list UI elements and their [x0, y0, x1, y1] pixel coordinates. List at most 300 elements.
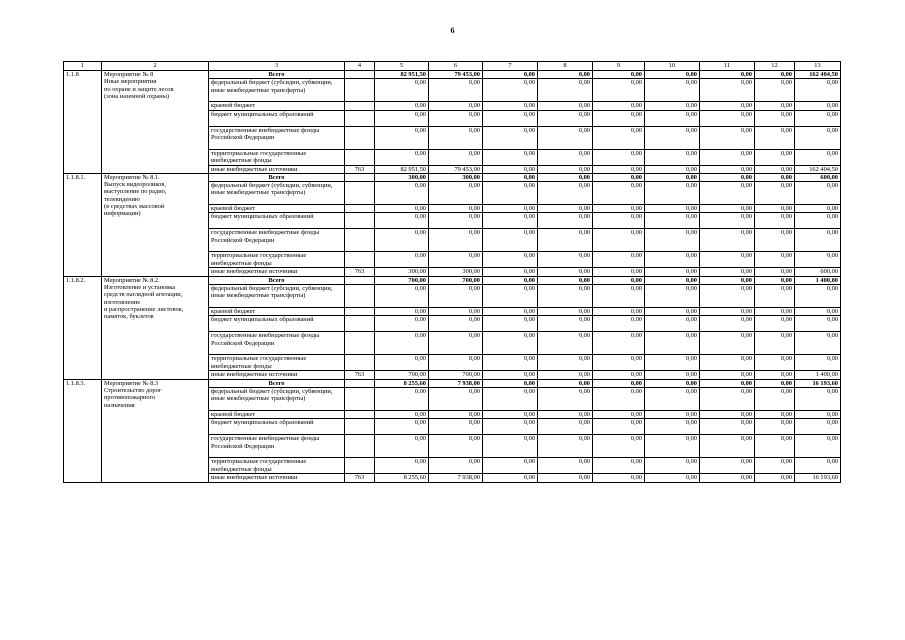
- amount-cell: 0,00: [593, 410, 645, 418]
- measure-description-line: памяток, буклетов: [104, 313, 154, 321]
- amount-cell: 0,00: [755, 165, 795, 173]
- amount-cell: 0,00: [483, 308, 538, 316]
- amount-cell: 0,00: [429, 149, 483, 165]
- amount-cell: 0,00: [700, 71, 755, 79]
- amount-cell: 0,00: [645, 173, 700, 181]
- amount-cell: 0,00: [593, 379, 645, 387]
- amount-cell: 0,00: [795, 102, 841, 110]
- amount-cell: 0,00: [429, 419, 483, 435]
- amount-cell: 0,00: [795, 458, 841, 474]
- amount-cell: 0,00: [483, 371, 538, 379]
- measure-description: [102, 71, 209, 174]
- amount-cell: 0,00: [593, 276, 645, 284]
- measure-description-line: противопожарного: [104, 394, 156, 402]
- amount-cell: 8 255,60: [375, 474, 429, 482]
- amount-cell: 0,00: [483, 379, 538, 387]
- amount-cell: 0,00: [755, 355, 795, 371]
- amount-cell: 0,00: [483, 110, 538, 126]
- column-header: 12: [755, 62, 795, 71]
- measure-code: 1.1.8.2.: [64, 276, 102, 379]
- admin-code: [345, 205, 375, 213]
- funding-source: краевой бюджет: [209, 102, 345, 110]
- amount-cell: 0,00: [429, 229, 483, 252]
- amount-cell: 0,00: [538, 229, 593, 252]
- amount-cell: 16 193,60: [795, 379, 841, 387]
- column-header: 6: [429, 62, 483, 71]
- admin-code: [345, 149, 375, 165]
- amount-cell: 0,00: [593, 205, 645, 213]
- amount-cell: 0,00: [755, 205, 795, 213]
- column-header: 8: [538, 62, 593, 71]
- amount-cell: 0,00: [483, 316, 538, 332]
- amount-cell: 0,00: [593, 110, 645, 126]
- amount-cell: 0,00: [483, 149, 538, 165]
- amount-cell: 0,00: [483, 332, 538, 355]
- admin-code: [345, 173, 375, 181]
- admin-code: [345, 126, 375, 149]
- amount-cell: 0,00: [755, 371, 795, 379]
- amount-cell: 0,00: [483, 173, 538, 181]
- amount-cell: 0,00: [375, 332, 429, 355]
- amount-cell: 0,00: [538, 371, 593, 379]
- amount-cell: 0,00: [700, 79, 755, 102]
- measure-code: 1.1.8.1.: [64, 173, 102, 276]
- amount-cell: 0,00: [538, 316, 593, 332]
- amount-cell: 0,00: [483, 387, 538, 410]
- amount-cell: 0,00: [538, 126, 593, 149]
- measure-description-line: выступление по радио,: [104, 188, 167, 196]
- amount-cell: 0,00: [645, 474, 700, 482]
- amount-cell: 0,00: [538, 79, 593, 102]
- column-number-row: [64, 62, 841, 71]
- amount-cell: 0,00: [593, 387, 645, 410]
- amount-cell: 0,00: [375, 182, 429, 205]
- amount-cell: 0,00: [755, 149, 795, 165]
- amount-cell: 0,00: [755, 110, 795, 126]
- amount-cell: 0,00: [429, 102, 483, 110]
- column-header: 11: [700, 62, 755, 71]
- admin-code: 763: [345, 371, 375, 379]
- amount-cell: 0,00: [645, 79, 700, 102]
- admin-code: [345, 79, 375, 102]
- amount-cell: 0,00: [700, 182, 755, 205]
- amount-cell: 0,00: [483, 79, 538, 102]
- measure-description: [102, 276, 209, 379]
- amount-cell: 0,00: [645, 165, 700, 173]
- amount-cell: 0,00: [700, 419, 755, 435]
- amount-cell: 0,00: [755, 474, 795, 482]
- admin-code: 763: [345, 268, 375, 276]
- amount-cell: 0,00: [538, 332, 593, 355]
- table-row: [64, 71, 841, 79]
- amount-cell: 0,00: [755, 285, 795, 308]
- amount-cell: 0,00: [593, 268, 645, 276]
- measure-description-line: информации): [104, 210, 141, 218]
- admin-code: [345, 316, 375, 332]
- amount-cell: 0,00: [429, 285, 483, 308]
- amount-cell: 162 404,50: [795, 165, 841, 173]
- amount-cell: 0,00: [538, 110, 593, 126]
- funding-source: Всего: [209, 276, 345, 284]
- amount-cell: 7 938,00: [429, 379, 483, 387]
- amount-cell: 0,00: [755, 316, 795, 332]
- amount-cell: 0,00: [645, 379, 700, 387]
- amount-cell: 0,00: [755, 387, 795, 410]
- measure-description: [102, 173, 209, 276]
- amount-cell: 0,00: [429, 316, 483, 332]
- funding-source: федеральный бюджет (субсидии, субвенции, иные межбюджетные трансферты): [209, 285, 345, 308]
- amount-cell: 0,00: [593, 229, 645, 252]
- amount-cell: 0,00: [645, 458, 700, 474]
- amount-cell: 300,00: [375, 268, 429, 276]
- amount-cell: 0,00: [538, 213, 593, 229]
- funding-source: Всего: [209, 71, 345, 79]
- amount-cell: 0,00: [755, 229, 795, 252]
- amount-cell: 0,00: [755, 308, 795, 316]
- amount-cell: 0,00: [645, 387, 700, 410]
- amount-cell: 0,00: [755, 379, 795, 387]
- amount-cell: 600,00: [795, 173, 841, 181]
- funding-source: федеральный бюджет (субсидии, субвенции, иные межбюджетные трансферты): [209, 79, 345, 102]
- amount-cell: 0,00: [375, 252, 429, 268]
- measure-description-line: средств наглядной агитации,: [104, 291, 183, 299]
- amount-cell: 0,00: [755, 102, 795, 110]
- amount-cell: 0,00: [700, 126, 755, 149]
- measure-description-line: (в средствах массовой: [104, 203, 165, 211]
- amount-cell: 0,00: [375, 410, 429, 418]
- budget-table: [63, 61, 841, 483]
- measure-description-line: Мероприятие № 8.3: [104, 379, 159, 387]
- admin-code: [345, 285, 375, 308]
- amount-cell: 0,00: [700, 252, 755, 268]
- amount-cell: 0,00: [593, 458, 645, 474]
- measure-description-line: и распространение листовок,: [104, 305, 184, 313]
- amount-cell: 0,00: [483, 458, 538, 474]
- amount-cell: 0,00: [755, 419, 795, 435]
- amount-cell: 0,00: [645, 435, 700, 458]
- amount-cell: 7 938,00: [429, 474, 483, 482]
- amount-cell: 0,00: [795, 205, 841, 213]
- amount-cell: 0,00: [593, 252, 645, 268]
- amount-cell: 300,00: [429, 173, 483, 181]
- amount-cell: 0,00: [645, 229, 700, 252]
- amount-cell: 0,00: [429, 387, 483, 410]
- table-row: [64, 379, 841, 387]
- amount-cell: 0,00: [483, 285, 538, 308]
- amount-cell: 0,00: [755, 458, 795, 474]
- amount-cell: 0,00: [429, 355, 483, 371]
- amount-cell: 0,00: [755, 268, 795, 276]
- amount-cell: 0,00: [795, 213, 841, 229]
- amount-cell: 0,00: [429, 332, 483, 355]
- amount-cell: 0,00: [593, 316, 645, 332]
- amount-cell: 0,00: [429, 435, 483, 458]
- amount-cell: 0,00: [700, 458, 755, 474]
- amount-cell: 0,00: [645, 71, 700, 79]
- amount-cell: 0,00: [538, 419, 593, 435]
- amount-cell: 0,00: [483, 410, 538, 418]
- amount-cell: 0,00: [538, 474, 593, 482]
- column-header: 3: [209, 62, 345, 71]
- admin-code: [345, 435, 375, 458]
- amount-cell: 700,00: [375, 371, 429, 379]
- amount-cell: 0,00: [593, 332, 645, 355]
- funding-source: Всего: [209, 379, 345, 387]
- amount-cell: 0,00: [593, 173, 645, 181]
- amount-cell: 0,00: [795, 126, 841, 149]
- amount-cell: 0,00: [700, 332, 755, 355]
- amount-cell: 0,00: [645, 252, 700, 268]
- funding-source: бюджет муниципальных образований: [209, 419, 345, 435]
- amount-cell: 0,00: [645, 126, 700, 149]
- measure-description: [102, 379, 209, 482]
- amount-cell: 0,00: [645, 371, 700, 379]
- amount-cell: 0,00: [483, 213, 538, 229]
- amount-cell: 0,00: [538, 410, 593, 418]
- amount-cell: 0,00: [593, 419, 645, 435]
- amount-cell: 0,00: [700, 213, 755, 229]
- amount-cell: 0,00: [429, 458, 483, 474]
- amount-cell: 0,00: [645, 268, 700, 276]
- amount-cell: 0,00: [593, 149, 645, 165]
- amount-cell: 0,00: [755, 173, 795, 181]
- amount-cell: 0,00: [538, 71, 593, 79]
- amount-cell: 0,00: [795, 308, 841, 316]
- amount-cell: 0,00: [700, 387, 755, 410]
- amount-cell: 0,00: [375, 308, 429, 316]
- amount-cell: 0,00: [538, 435, 593, 458]
- amount-cell: 0,00: [593, 474, 645, 482]
- amount-cell: 0,00: [538, 149, 593, 165]
- amount-cell: 0,00: [538, 308, 593, 316]
- amount-cell: 0,00: [375, 419, 429, 435]
- measure-description-line: Изготовление и установка: [104, 284, 176, 292]
- amount-cell: 0,00: [538, 458, 593, 474]
- funding-source: территориальные государственные внебюджетные фонды: [209, 355, 345, 371]
- funding-source: государственные внебюджетные фонды Российской Федерации: [209, 435, 345, 458]
- amount-cell: 0,00: [795, 387, 841, 410]
- amount-cell: 0,00: [795, 182, 841, 205]
- table-row: [64, 276, 841, 284]
- measure-code: 1.1.8.3.: [64, 379, 102, 482]
- amount-cell: 0,00: [645, 102, 700, 110]
- measure-description-line: Строительство дорог: [104, 386, 162, 394]
- amount-cell: 0,00: [645, 355, 700, 371]
- amount-cell: 0,00: [755, 213, 795, 229]
- amount-cell: 0,00: [538, 252, 593, 268]
- column-header: 9: [593, 62, 645, 71]
- column-header: 7: [483, 62, 538, 71]
- amount-cell: 0,00: [483, 474, 538, 482]
- amount-cell: 0,00: [795, 355, 841, 371]
- amount-cell: 0,00: [593, 71, 645, 79]
- amount-cell: 0,00: [645, 182, 700, 205]
- amount-cell: 0,00: [700, 316, 755, 332]
- amount-cell: 79 453,00: [429, 165, 483, 173]
- amount-cell: 0,00: [795, 332, 841, 355]
- amount-cell: 0,00: [645, 316, 700, 332]
- amount-cell: 0,00: [645, 149, 700, 165]
- amount-cell: 0,00: [755, 71, 795, 79]
- amount-cell: 0,00: [700, 149, 755, 165]
- amount-cell: 0,00: [429, 182, 483, 205]
- funding-source: территориальные государственные внебюджетные фонды: [209, 252, 345, 268]
- measure-description-line: изготовление: [104, 298, 141, 306]
- amount-cell: 0,00: [538, 182, 593, 205]
- amount-cell: 0,00: [795, 79, 841, 102]
- amount-cell: 8 255,60: [375, 379, 429, 387]
- funding-source: территориальные государственные внебюджетные фонды: [209, 458, 345, 474]
- amount-cell: 0,00: [795, 285, 841, 308]
- amount-cell: 0,00: [375, 205, 429, 213]
- column-header: 10: [645, 62, 700, 71]
- amount-cell: 0,00: [700, 474, 755, 482]
- amount-cell: 82 951,50: [375, 165, 429, 173]
- amount-cell: 0,00: [538, 268, 593, 276]
- amount-cell: 0,00: [645, 285, 700, 308]
- funding-source: Всего: [209, 173, 345, 181]
- funding-source: территориальные государственные внебюджетные фонды: [209, 149, 345, 165]
- amount-cell: 0,00: [375, 355, 429, 371]
- amount-cell: 0,00: [375, 79, 429, 102]
- amount-cell: 0,00: [538, 205, 593, 213]
- amount-cell: 0,00: [645, 110, 700, 126]
- amount-cell: 0,00: [483, 165, 538, 173]
- column-header: 4: [345, 62, 375, 71]
- amount-cell: 0,00: [593, 213, 645, 229]
- amount-cell: 0,00: [375, 110, 429, 126]
- amount-cell: 0,00: [375, 458, 429, 474]
- admin-code: [345, 71, 375, 79]
- amount-cell: 0,00: [593, 79, 645, 102]
- amount-cell: 0,00: [645, 213, 700, 229]
- funding-source: государственные внебюджетные фонды Российской Федерации: [209, 229, 345, 252]
- amount-cell: 0,00: [700, 308, 755, 316]
- amount-cell: 0,00: [700, 355, 755, 371]
- amount-cell: 0,00: [538, 276, 593, 284]
- table-row: [64, 173, 841, 181]
- amount-cell: 0,00: [795, 252, 841, 268]
- funding-source: бюджет муниципальных образований: [209, 110, 345, 126]
- amount-cell: 600,00: [795, 268, 841, 276]
- amount-cell: 0,00: [375, 316, 429, 332]
- admin-code: [345, 276, 375, 284]
- amount-cell: 0,00: [429, 252, 483, 268]
- amount-cell: 0,00: [755, 182, 795, 205]
- amount-cell: 0,00: [429, 79, 483, 102]
- measure-description-line: Мероприятие № 8.2.: [104, 276, 160, 284]
- measure-description-line: по охране и защите лесов: [104, 85, 174, 93]
- amount-cell: 0,00: [755, 252, 795, 268]
- admin-code: [345, 308, 375, 316]
- amount-cell: 0,00: [375, 435, 429, 458]
- funding-source: иные внебюджетные источники: [209, 268, 345, 276]
- amount-cell: 82 951,50: [375, 71, 429, 79]
- amount-cell: 0,00: [375, 149, 429, 165]
- amount-cell: 0,00: [483, 182, 538, 205]
- amount-cell: 0,00: [375, 387, 429, 410]
- measure-description-line: назначения: [104, 401, 135, 409]
- amount-cell: 0,00: [593, 371, 645, 379]
- amount-cell: 0,00: [795, 419, 841, 435]
- amount-cell: 1 400,00: [795, 276, 841, 284]
- admin-code: [345, 458, 375, 474]
- amount-cell: 0,00: [429, 126, 483, 149]
- amount-cell: 0,00: [538, 285, 593, 308]
- admin-code: [345, 379, 375, 387]
- amount-cell: 0,00: [483, 355, 538, 371]
- funding-source: краевой бюджет: [209, 205, 345, 213]
- admin-code: 763: [345, 474, 375, 482]
- amount-cell: 0,00: [593, 308, 645, 316]
- amount-cell: 0,00: [429, 110, 483, 126]
- amount-cell: 0,00: [700, 205, 755, 213]
- funding-source: краевой бюджет: [209, 308, 345, 316]
- admin-code: [345, 110, 375, 126]
- amount-cell: 0,00: [700, 268, 755, 276]
- amount-cell: 0,00: [645, 276, 700, 284]
- admin-code: [345, 410, 375, 418]
- amount-cell: 0,00: [700, 371, 755, 379]
- amount-cell: 0,00: [645, 332, 700, 355]
- amount-cell: 0,00: [700, 379, 755, 387]
- amount-cell: 0,00: [593, 126, 645, 149]
- amount-cell: 700,00: [429, 371, 483, 379]
- amount-cell: 0,00: [755, 410, 795, 418]
- amount-cell: 1 400,00: [795, 371, 841, 379]
- admin-code: [345, 252, 375, 268]
- funding-source: государственные внебюджетные фонды Российской Федерации: [209, 332, 345, 355]
- table-body: [64, 71, 841, 483]
- funding-source: иные внебюджетные источники: [209, 371, 345, 379]
- amount-cell: 16 193,60: [795, 474, 841, 482]
- amount-cell: 0,00: [483, 419, 538, 435]
- amount-cell: 0,00: [795, 435, 841, 458]
- measure-description-line: Мероприятие № 8: [104, 71, 154, 78]
- amount-cell: 0,00: [700, 276, 755, 284]
- amount-cell: 0,00: [538, 379, 593, 387]
- measure-description-line: Выпуск видеороликов,: [104, 181, 166, 189]
- admin-code: [345, 387, 375, 410]
- amount-cell: 0,00: [795, 229, 841, 252]
- amount-cell: 0,00: [375, 102, 429, 110]
- amount-cell: 0,00: [429, 205, 483, 213]
- page-number: 6: [450, 26, 455, 35]
- amount-cell: 0,00: [538, 173, 593, 181]
- amount-cell: 0,00: [795, 110, 841, 126]
- amount-cell: 700,00: [429, 276, 483, 284]
- funding-source: государственные внебюджетные фонды Российской Федерации: [209, 126, 345, 149]
- amount-cell: 0,00: [538, 387, 593, 410]
- amount-cell: 0,00: [645, 419, 700, 435]
- funding-source: федеральный бюджет (субсидии, субвенции, иные межбюджетные трансферты): [209, 387, 345, 410]
- amount-cell: 300,00: [375, 173, 429, 181]
- funding-source: иные внебюджетные источники: [209, 165, 345, 173]
- amount-cell: 0,00: [755, 332, 795, 355]
- amount-cell: 0,00: [483, 276, 538, 284]
- amount-cell: 0,00: [538, 165, 593, 173]
- amount-cell: 0,00: [755, 276, 795, 284]
- amount-cell: 0,00: [375, 126, 429, 149]
- amount-cell: 0,00: [755, 79, 795, 102]
- measure-description-line: Мероприятие № 8.1.: [104, 173, 160, 181]
- amount-cell: 0,00: [700, 435, 755, 458]
- amount-cell: 0,00: [593, 285, 645, 308]
- amount-cell: 0,00: [483, 268, 538, 276]
- amount-cell: 0,00: [645, 410, 700, 418]
- amount-cell: 300,00: [429, 268, 483, 276]
- amount-cell: 0,00: [483, 102, 538, 110]
